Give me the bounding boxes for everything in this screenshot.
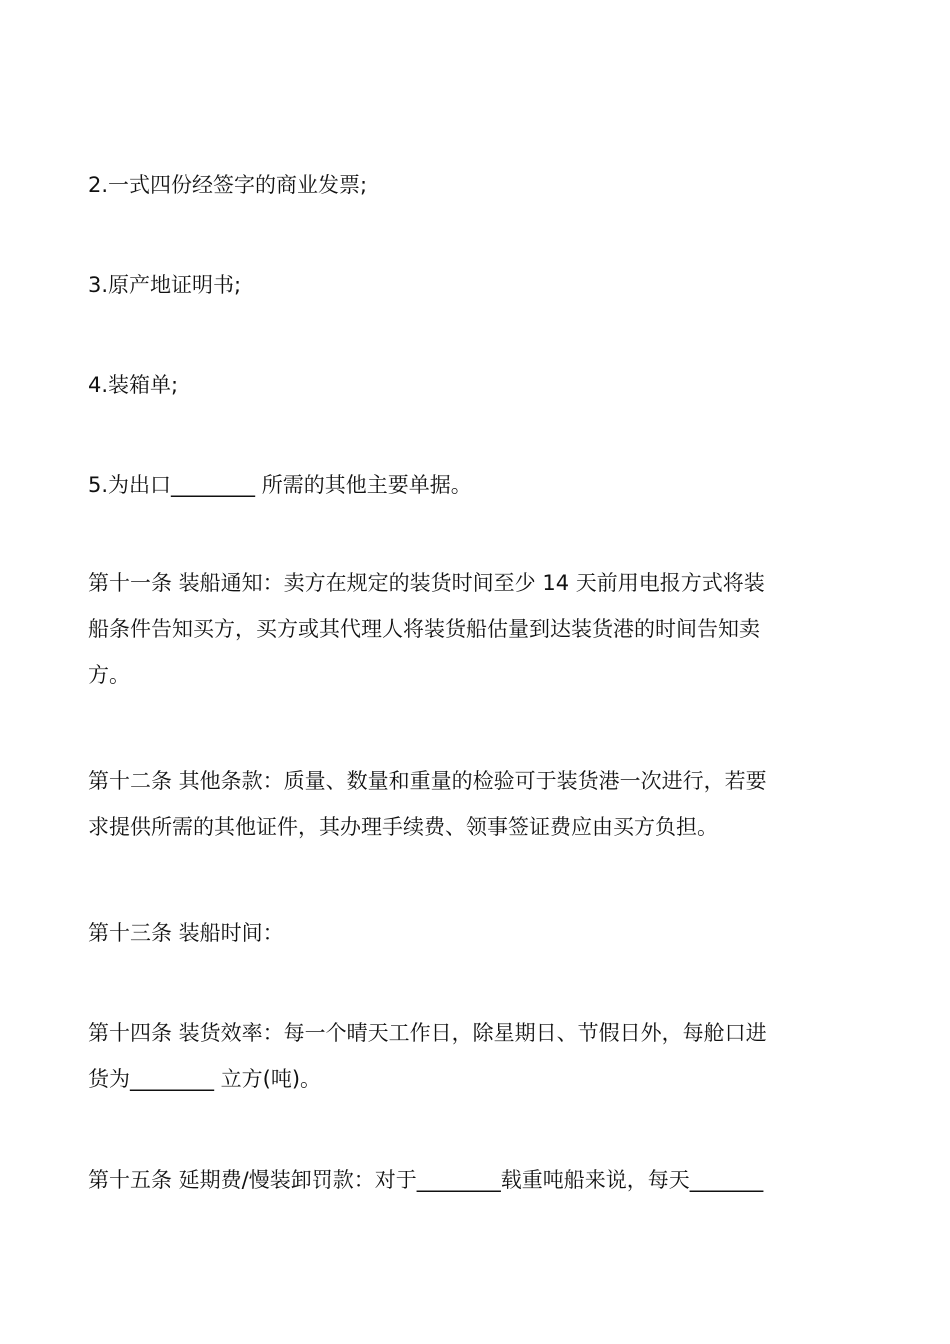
document-paragraph xyxy=(88,910,864,956)
paragraph-line: 第十四条 装货效率：每一个晴天工作日，除星期日、节假日外，每舱口进 xyxy=(88,1021,767,1045)
paragraph-line: 第十一条 装船通知：卖方在规定的装货时间至少 14 天前用电报方式将装 xyxy=(88,571,765,595)
document-paragraph xyxy=(88,162,864,208)
document-paragraph xyxy=(88,462,864,508)
paragraph-line: 第十五条 延期费/慢装卸罚款：对于________载重吨船来说，每天_______ xyxy=(88,1168,764,1192)
paragraph-line: 货为________ 立方(吨)。 xyxy=(88,1067,322,1091)
document-paragraph xyxy=(88,560,864,698)
paragraph-line: 方。 xyxy=(88,663,130,687)
document-paragraph xyxy=(88,262,864,308)
document-paragraph xyxy=(88,758,864,850)
paragraph-line: 第十三条 装船时间： xyxy=(88,921,284,945)
paragraph-line: 求提供所需的其他证件，其办理手续费、领事签证费应由买方负担。 xyxy=(88,815,718,839)
paragraph-line: 2.一式四份经签字的商业发票; xyxy=(88,173,368,197)
paragraph-line: 4.装箱单; xyxy=(88,373,179,397)
document-paragraph xyxy=(88,362,864,408)
paragraph-line: 5.为出口________ 所需的其他主要单据。 xyxy=(88,473,472,497)
document-paragraph xyxy=(88,1010,864,1102)
paragraph-line: 第十二条 其他条款：质量、数量和重量的检验可于装货港一次进行，若要 xyxy=(88,769,767,793)
paragraph-line: 船条件告知买方，买方或其代理人将装货船估量到达装货港的时间告知卖 xyxy=(88,617,760,641)
paragraph-line: 3.原产地证明书; xyxy=(88,273,242,297)
document-paragraph xyxy=(88,1157,864,1203)
